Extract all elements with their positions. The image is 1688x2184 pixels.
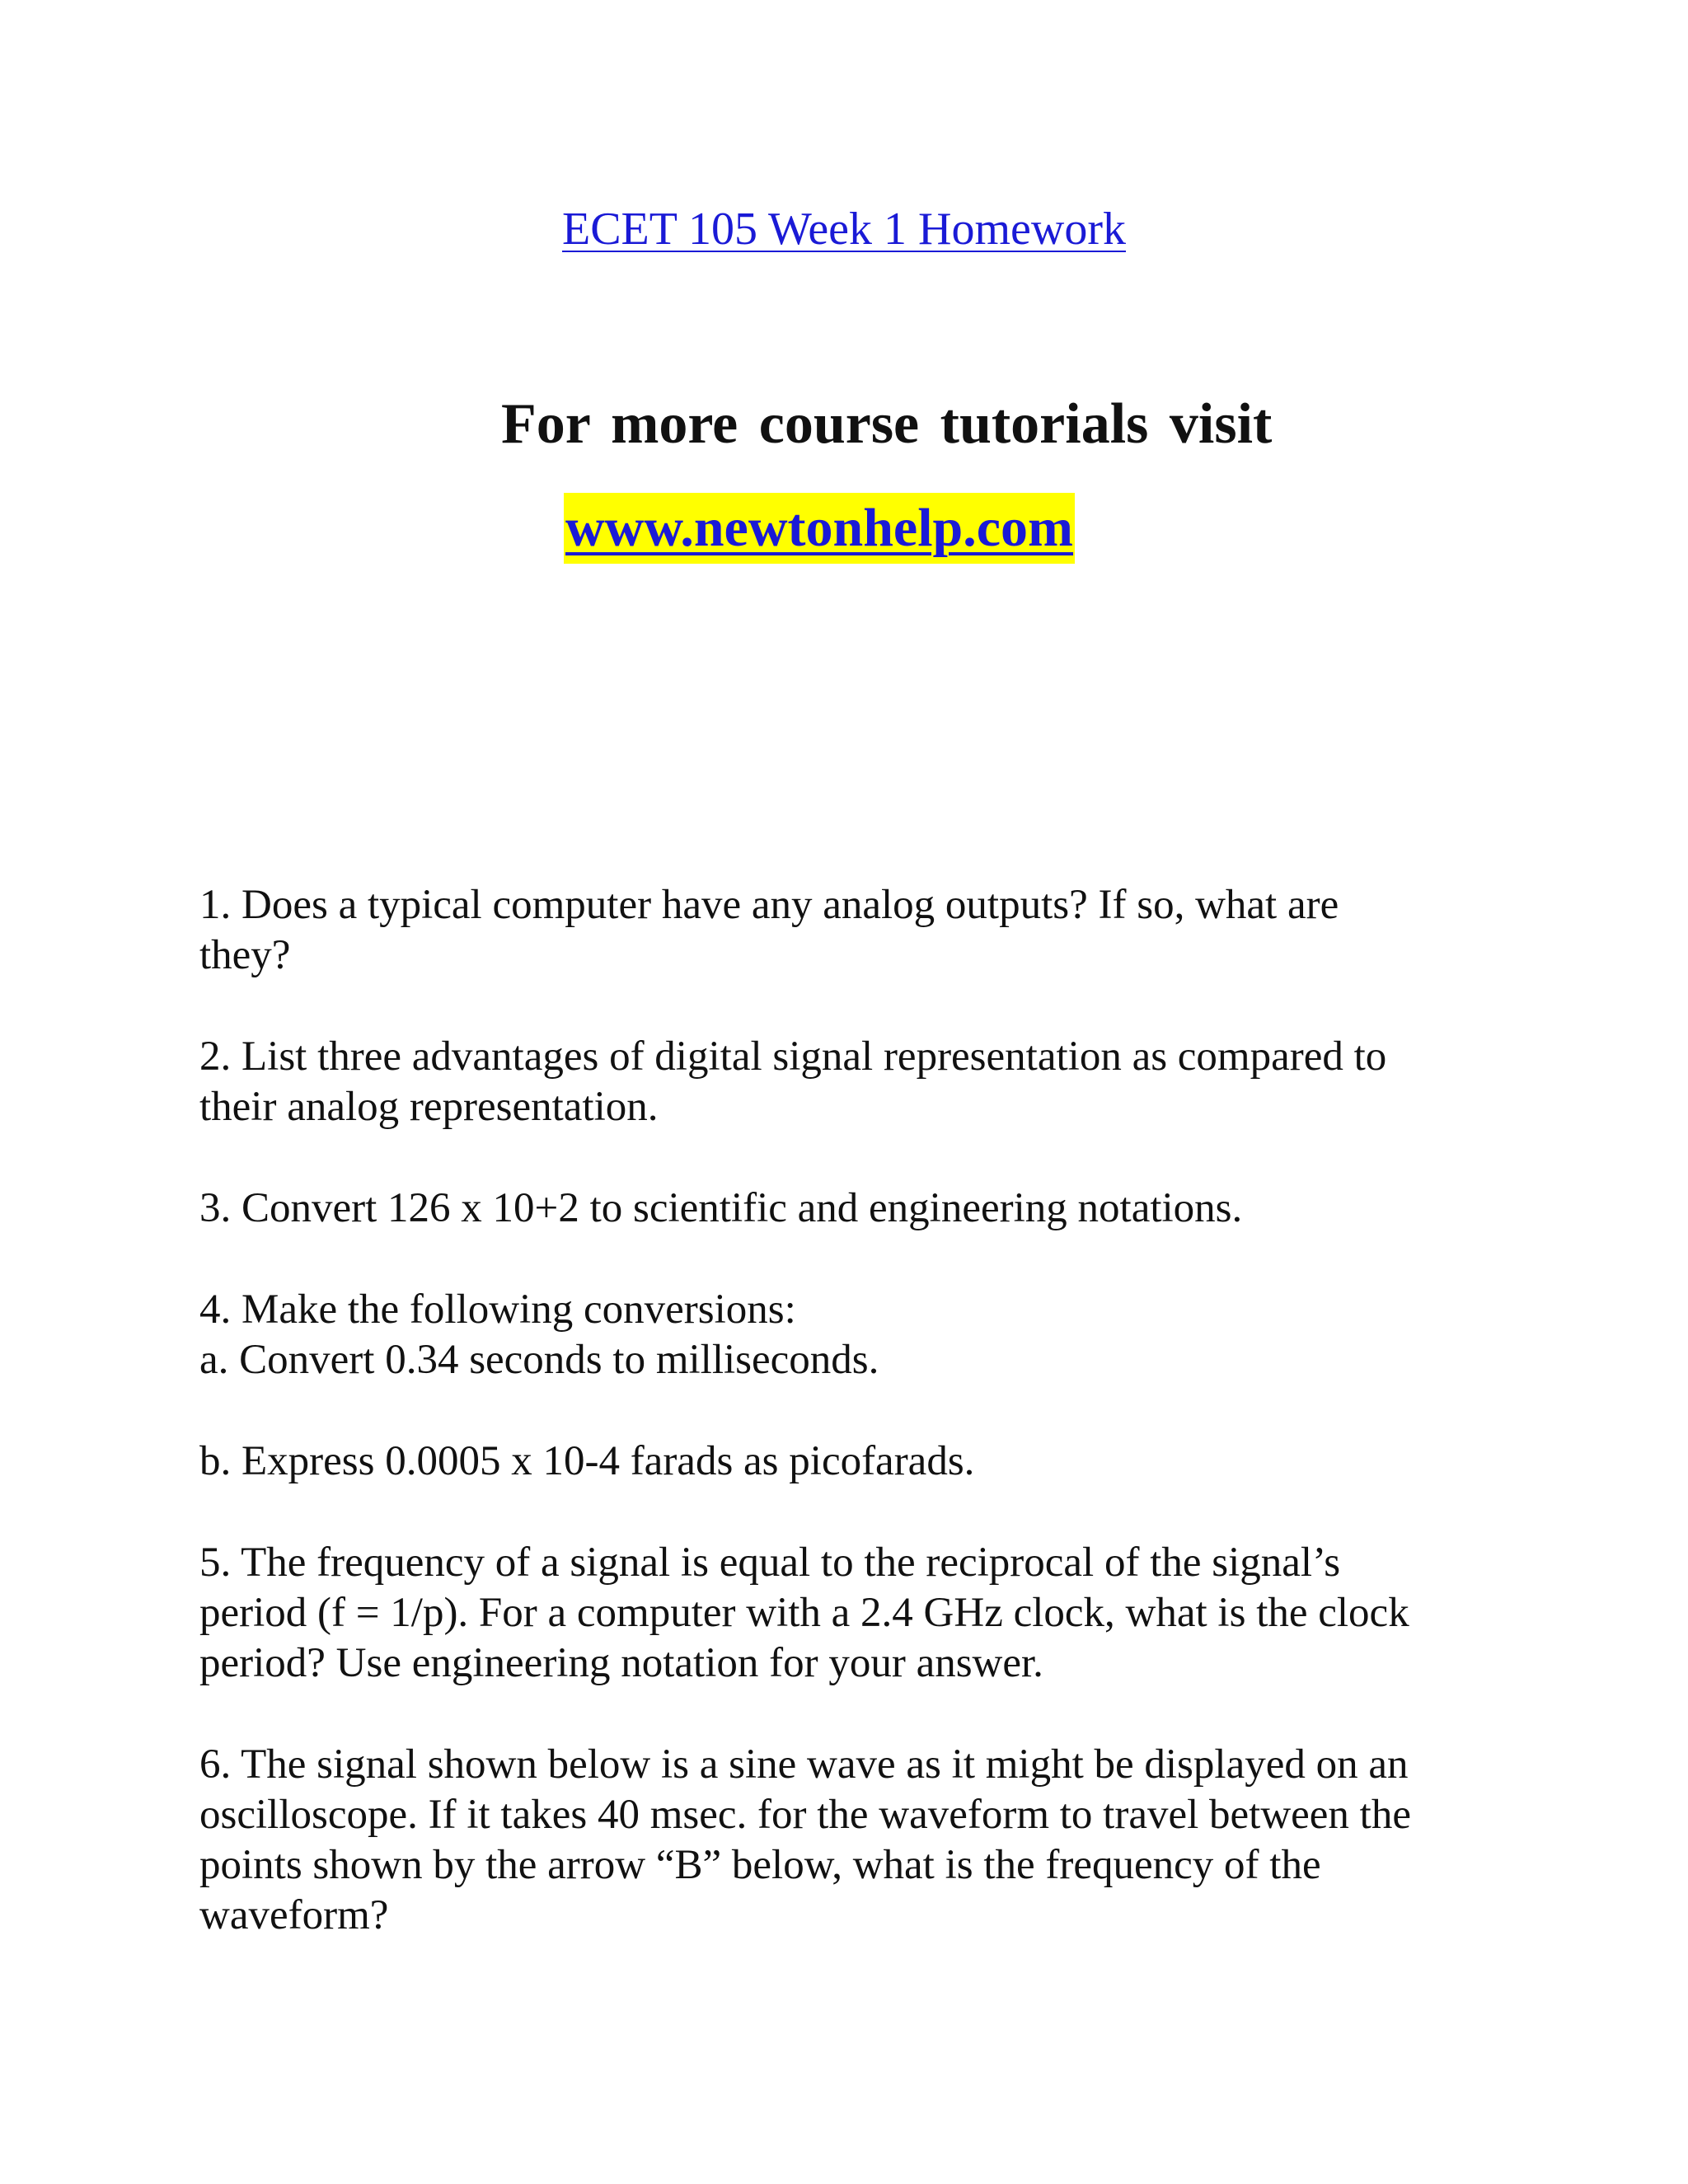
title-link[interactable]: ECET 105 Week 1 Homework (562, 204, 1126, 255)
question-4b: b. Express 0.0005 x 10-4 farads as picofarads. (199, 1438, 975, 1484)
question-3: 3. Convert 126 x 10+2 to scientific and engineering notations. (199, 1185, 1243, 1231)
question-5: 5. The frequency of a signal is equal to the reciprocal of the signal’s period (f = 1/p). For a computer with a 2.4 GHz clock, what is the clock period? Use engineering notation for your answer. (199, 1540, 1409, 1686)
promo-text: For more course tutorials visit (501, 392, 1273, 456)
promo-url-link[interactable]: www.newtonhelp.com (565, 498, 1074, 558)
question-4: 4. Make the following conversions: a. Convert 0.34 seconds to milliseconds. (199, 1286, 879, 1383)
question-6: 6. The signal shown below is a sine wave as it might be displayed on an oscilloscope. If it takes 40 msec. for the waveform to travel between the points shown by the arrow “B” below, what is the frequency of the waveform? (199, 1741, 1411, 1938)
promo-url-highlight (564, 493, 1075, 564)
question-list (199, 880, 1485, 1941)
question-2: 2. List three advantages of digital signal representation as compared to their analog representation. (199, 1033, 1387, 1130)
question-1: 1. Does a typical computer have any analog outputs? If so, what are they? (199, 882, 1339, 978)
